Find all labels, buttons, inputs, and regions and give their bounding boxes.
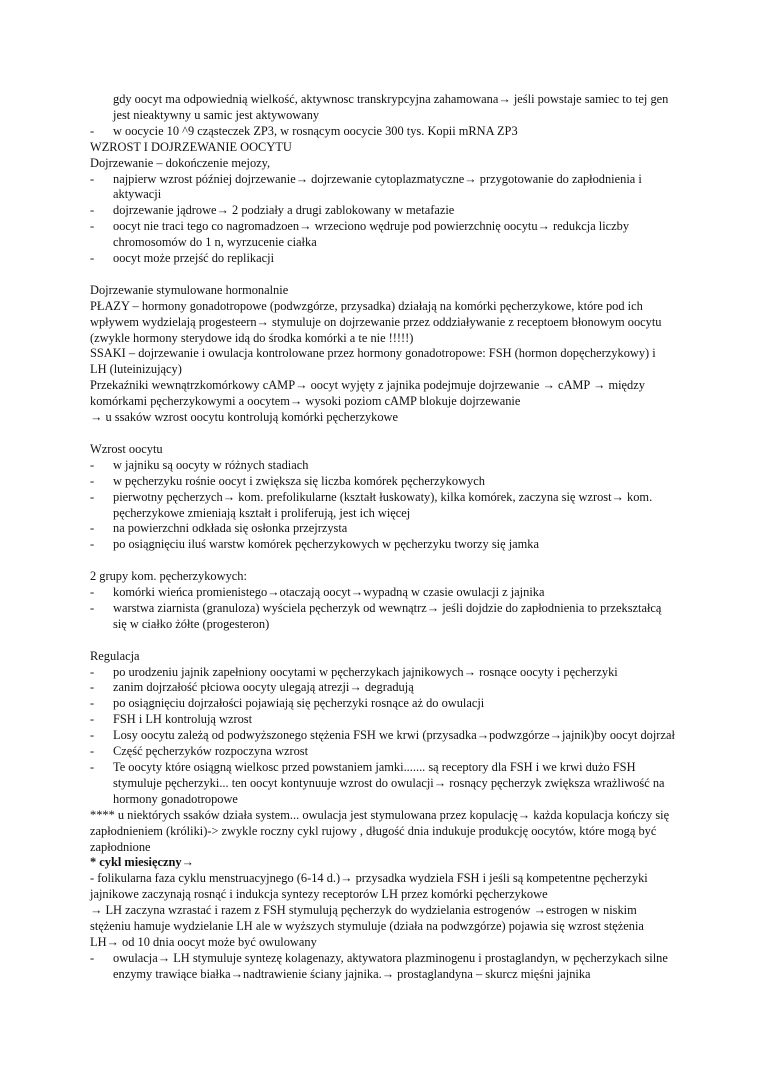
list-item-text: w pęcherzyku rośnie oocyt i zwiększa się liczba komórek pęcherzykowych <box>113 473 485 488</box>
bullet-dash: - <box>90 489 95 504</box>
list-item-text: najpierw wzrost później dojrzewanie→ dojrzewanie cytoplazmatyczne→ przygotowanie do zapłodnienia i aktywacji <box>113 171 642 202</box>
section-heading: * cykl miesięczny→ <box>90 855 194 870</box>
list-item-text: oocyt może przejść do replikacji <box>113 251 275 266</box>
list-item <box>90 474 675 490</box>
list-item-text: pierwotny pęcherzych→ kom. prefolikularne (kształt łuskowaty), kilka komórek, zaczyna się wzrost→ kom. pęcherzykowe zmieniają kształt i proliferują, jest ich więcej <box>113 489 653 520</box>
list-item <box>90 728 675 744</box>
list-item-text: Losy oocytu zależą od podwyższonego stężenia FSH we krwi (przysadka→podwzgórze→jajnik)by oocyt dojrzał <box>113 728 675 743</box>
list-item-text: w jajniku są oocyty w różnych stadiach <box>113 457 309 472</box>
list-item <box>90 172 675 204</box>
list-item <box>90 665 675 681</box>
list-item-text: po urodzeniu jajnik zapełniony oocytami w pęcherzykach jajnikowych→ rosnące oocyty i pęcherzyki <box>113 664 618 679</box>
paragraph: Wzrost oocytu <box>90 441 163 456</box>
bullet-dash: - <box>90 219 95 234</box>
list-item <box>90 951 675 983</box>
paragraph: WZROST I DOJRZEWANIE OOCYTU <box>90 139 292 154</box>
list-item-text: na powierzchni odkłada się osłonka przejrzysta <box>113 521 348 536</box>
list-item <box>90 696 675 712</box>
list-item-text: Część pęcherzyków rozpoczyna wzrost <box>113 744 309 759</box>
blank-line <box>90 553 675 569</box>
paragraph: → u ssaków wzrost oocytu kontrolują komórki pęcherzykowe <box>90 410 398 425</box>
list-item <box>90 537 675 553</box>
document-body <box>90 92 675 983</box>
list-item <box>90 490 675 522</box>
list-item-text: warstwa ziarnista (granuloza) wyściela pęcherzyk od wewnątrz→ jeśli dojdzie do zapłodnienia to przekształcą się w ciałko żółte (progesteron) <box>113 600 662 631</box>
list-item-text: komórki wieńca promienistego→otaczają oocyt→wypadną w czasie owulacji z jajnika <box>113 585 545 600</box>
bullet-dash: - <box>90 600 95 615</box>
list-item <box>90 203 675 219</box>
list-item-text: po osiągnięciu iluś warstw komórek pęcherzykowych w pęcherzyku tworzy się jamka <box>113 537 539 552</box>
bullet-dash: - <box>90 950 95 965</box>
list-item-text: dojrzewanie jądrowe→ 2 podziały a drugi zablokowany w metafazie <box>113 203 455 218</box>
paragraph: PŁAZY – hormony gonadotropowe (podwzgórze, przysadka) działają na komórki pęcherzykowe, które pod ich wpływem wydzielają progesteern→ stymuluje on dojrzewanie przez oddziaływanie z receptoem błonowym oocytu (zwykle hormony sterydowe idą do środka komórki a te nie !!!!!) <box>90 298 662 345</box>
list-item <box>90 760 675 808</box>
list-item-text: Te oocyty które osiągną wielkosc przed powstaniem jamki....... są receptory dla FSH i we krwi dużo FSH stymuluje pęcherzyki... ten oocyt kontynuuje wzrost do owulacji→ rosnący pęcherzyk zwiększa wrażliwość na hormony gonadotropowe <box>113 760 665 806</box>
paragraph: - folikularna faza cyklu menstruacyjnego (6-14 d.)→ przysadka wydziela FSH i jeśli są kompetentne pęcherzyki jajnikowe zaczynają rosnąć i indukcja syntezy receptorów LH przez komórki pęcherzykowe <box>90 871 648 902</box>
list-item <box>90 458 675 474</box>
indented-paragraph: gdy oocyt ma odpowiednią wielkość, aktywnosc transkrypcyjna zahamowana→ jeśli powstaje samiec to tej gen jest nieaktywny u samic jest aktywowany <box>113 92 669 122</box>
list-item <box>90 712 675 728</box>
bullet-dash: - <box>90 760 95 774</box>
list-item-text: oocyt nie traci tego co nagromadzoen→ wrzeciono wędruje pod powierzchnię oocytu→ redukcja liczby chromosomów do 1 n, wyrzucenie ciałka <box>113 219 630 250</box>
bullet-dash: - <box>90 171 95 186</box>
list-item <box>90 585 675 601</box>
paragraph: Dojrzewanie – dokończenie mejozy, <box>90 155 271 170</box>
list-item <box>90 744 675 760</box>
list-item-text: po osiągnięciu dojrzałości pojawiają się pęcherzyki rosnące aż do owulacji <box>113 696 485 711</box>
list-item <box>90 521 675 537</box>
bullet-dash: - <box>90 712 95 727</box>
blank-line <box>90 426 675 442</box>
paragraph: SSAKI – dojrzewanie i owulacja kontrolowane przez hormony gonadotropowe: FSH (hormon dopęcherzykowy) i LH (luteinizujący) <box>90 346 656 377</box>
paragraph: Dojrzewanie stymulowane hormonalnie <box>90 282 289 297</box>
bullet-dash: - <box>90 123 95 138</box>
bullet-dash: - <box>90 537 95 552</box>
list-item-text: owulacja→ LH stymuluje syntezę kolagenazy, aktywatora plazminogenu i prostaglandyn, w pęcherzykach silne enzymy trawiące białka→nadtrawienie ściany jajnika.→ prostaglandyna – skurcz mięśni jajnika <box>113 950 668 981</box>
blank-line <box>90 633 675 649</box>
list-item <box>90 124 675 140</box>
bullet-dash: - <box>90 251 95 266</box>
paragraph: Przekaźniki wewnątrzkomórkowy cAMP→ oocyt wyjęty z jajnika podejmuje dojrzewanie → cAMP → między komórkami pęcherzykowymi a oocytem→ wysoki poziom cAMP blokuje dojrzewanie <box>90 378 645 409</box>
paragraph: **** u niektórych ssaków działa system... owulacja jest stymulowana przez kopulację→ każda kopulacja kończy się zapłodnieniem (króliki)-> zwykle roczny cykl rujowy , długość dnia indukuje produkcję oocytów, które mogą być zapłodnione <box>90 807 670 854</box>
bullet-dash: - <box>90 680 95 695</box>
blank-line <box>90 267 675 283</box>
bullet-dash: - <box>90 696 95 711</box>
bullet-dash: - <box>90 457 95 472</box>
bullet-dash: - <box>90 744 95 759</box>
paragraph: Regulacja <box>90 648 140 663</box>
list-item <box>90 219 675 251</box>
list-item <box>90 251 675 267</box>
list-item <box>90 680 675 696</box>
list-item-text: zanim dojrzałość płciowa oocyty ulegają atrezji→ degradują <box>113 680 414 695</box>
bullet-dash: - <box>90 203 95 218</box>
bullet-dash: - <box>90 664 95 679</box>
bullet-dash: - <box>90 728 95 743</box>
list-item-text: FSH i LH kontrolują wzrost <box>113 712 253 727</box>
list-item <box>90 601 675 633</box>
bullet-dash: - <box>90 473 95 488</box>
paragraph: → LH zaczyna wzrastać i razem z FSH stymulują pęcherzyk do wydzielania estrogenów →estrogen w niskim stężeniu hamuje wydzielanie LH ale w wyższych stymuluje (działa na podwzgórze) pojawia się wzrost stężenia LH→ od 10 dnia oocyt może być owulowany <box>90 903 644 949</box>
bullet-dash: - <box>90 521 95 536</box>
bullet-dash: - <box>90 585 95 600</box>
paragraph: 2 grupy kom. pęcherzykowych: <box>90 569 247 584</box>
list-item-text: w oocycie 10 ^9 cząsteczek ZP3, w rosnącym oocycie 300 tys. Kopii mRNA ZP3 <box>113 123 518 138</box>
